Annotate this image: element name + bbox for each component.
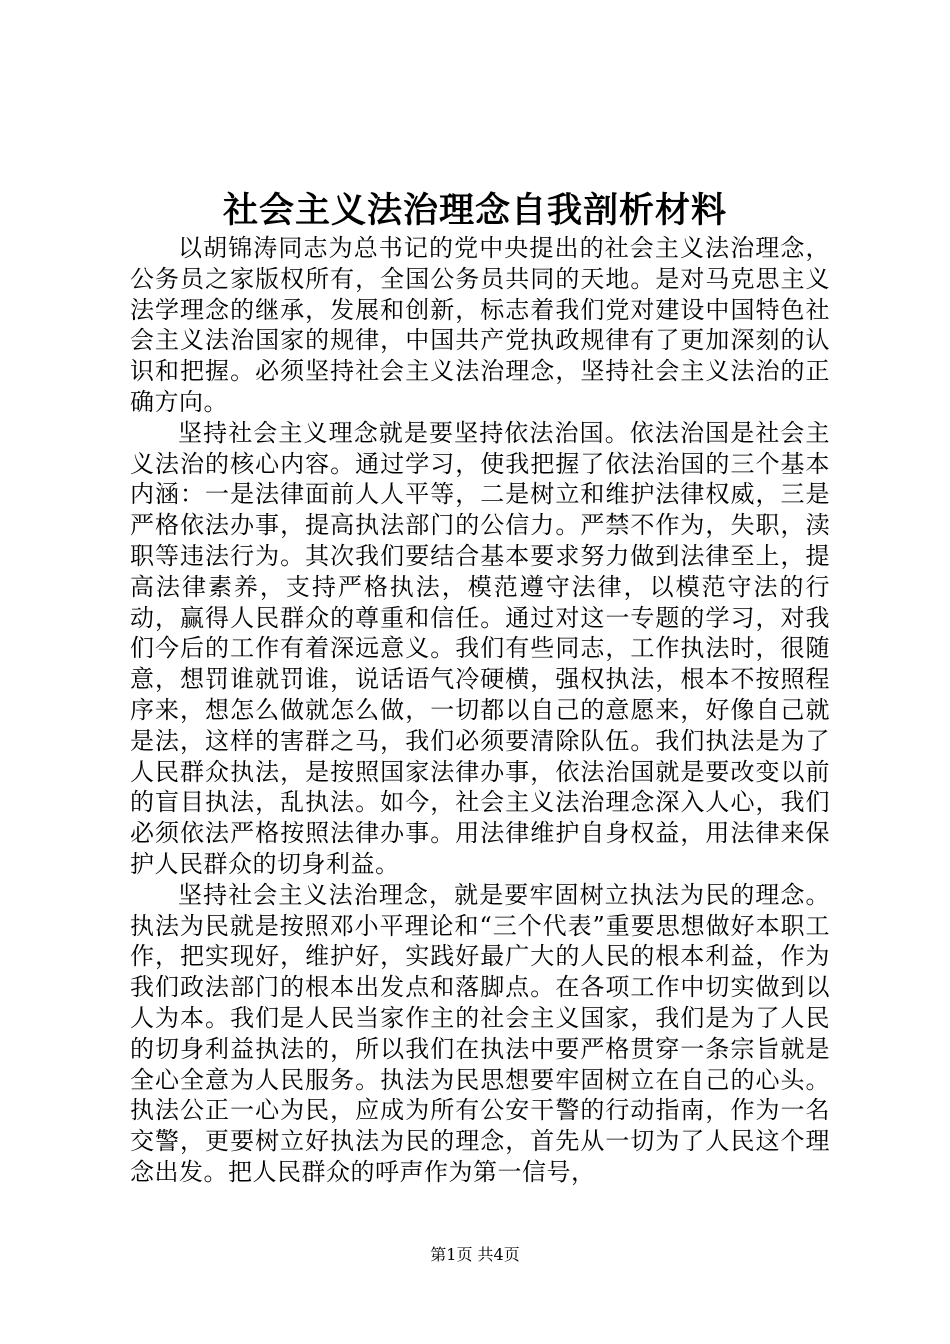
document-body <box>130 233 830 1188</box>
page-footer: 第1页 共4页 <box>430 1245 520 1264</box>
paragraph-2: 坚持社会主义理念就是要坚持依法治国。依法治国是社会主义法治的核心内容。通过学习，使我把握了依法治国的三个基本内涵：一是法律面前人人平等，二是树立和维护法律权威，三是严格依法办事，提高执法部门的公信力。严禁不作为，失职，渎职等违法行为。其次我们要结合基本要求努力做到法律至上，提高法律素养，支持严格执法，模范遵守法律，以模范守法的行动，赢得人民群众的尊重和信任。通过对这一专题的学习，对我们今后的工作有着深远意义。我们有些同志，工作执法时，很随意，想罚谁就罚谁，说话语气冷硬横，强权执法，根本不按照程序来，想怎么做就怎么做，一切都以自己的意愿来，好像自己就是法，这样的害群之马，我们必须要清除队伍。我们执法是为了人民群众执法，是按照国家法律办事，依法治国就是要改变以前的盲目执法，乱执法。如今，社会主义法治理念深入人心，我们必须依法严格按照法律办事。用法律维护自身权益，用法律来保护人民群众的切身利益。 <box>130 418 830 878</box>
paragraph-3: 坚持社会主义法治理念，就是要牢固树立执法为民的理念。执法为民就是按照邓小平理论和“三个代表”重要思想做好本职工作，把实现好，维护好，实践好最广大的人民的根本利益，作为我们政法部门的根本出发点和落脚点。在各项工作中切实做到以人为本。我们是人民当家作主的社会主义国家，我们是为了人民的切身利益执法的，所以我们在执法中要严格贯穿一条宗旨就是全心全意为人民服务。执法为民思想要牢固树立在自己的心头。执法公正一心为民，应成为所有公安干警的行动指南，作为一名交警，更要树立好执法为民的理念，首先从一切为了人民这个理念出发。把人民群众的呼声作为第一信号， <box>130 880 830 1186</box>
paragraph-1: 以胡锦涛同志为总书记的党中央提出的社会主义法治理念，公务员之家版权所有，全国公务员共同的天地。是对马克思主义法学理念的继承，发展和创新，标志着我们党对建设中国特色社会主义法治国家的规律，中国共产党执政规律有了更加深刻的认识和把握。必须坚持社会主义法治理念，坚持社会主义法治的正确方向。 <box>130 234 830 416</box>
document-title: 社会主义法治理念自我剖析材料 <box>222 190 727 231</box>
